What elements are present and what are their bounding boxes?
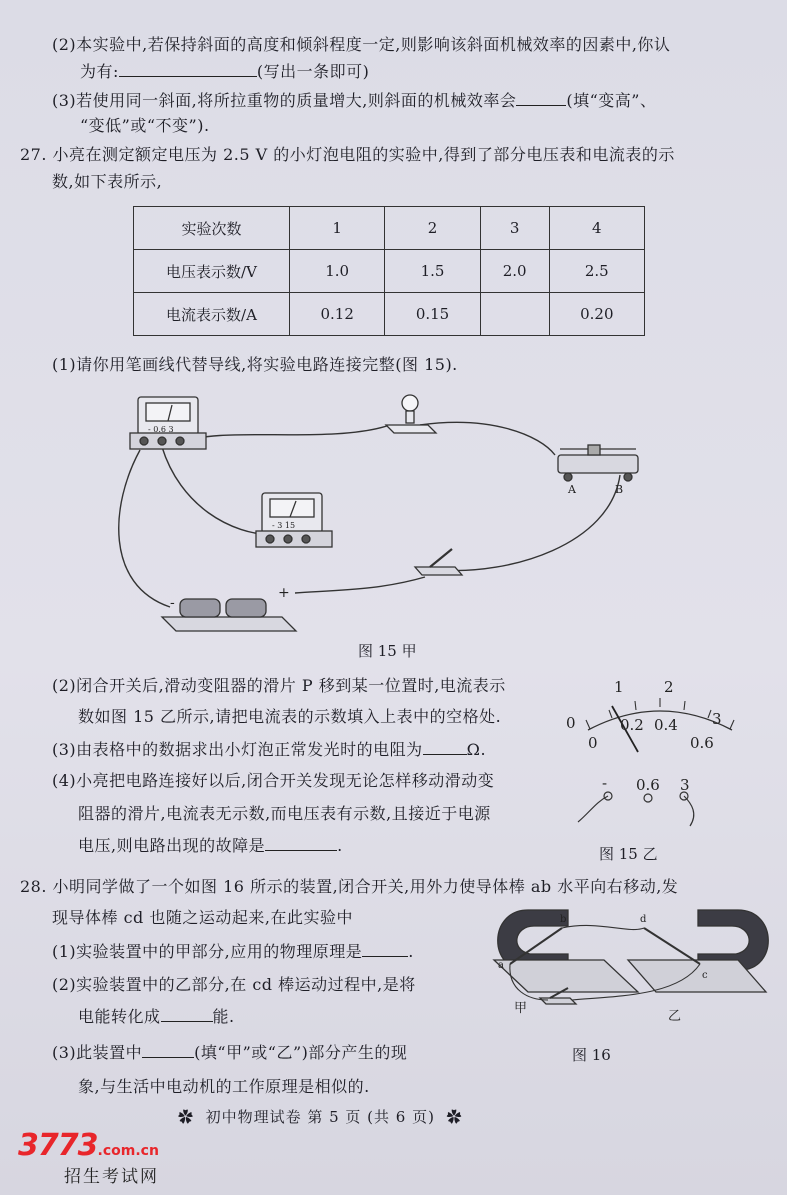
- dial-top-0: 0: [566, 714, 576, 732]
- table-cell: 电压表示数/V: [134, 250, 290, 293]
- q26-part3-line1: [52, 91, 656, 111]
- q26-part3-suffix: (填“变高”、: [566, 91, 657, 110]
- table-row: [134, 250, 645, 293]
- circuit-figure: [110, 385, 670, 645]
- wire: [162, 447, 275, 535]
- q28-part3-line1: [52, 1043, 407, 1063]
- q27-stem-line1: 27. 小亮在测定额定电压为 2.5 V 的小灯泡电阻的实验中,得到了部分电压表和电流表的示: [20, 145, 675, 164]
- q26-part2-suffix: (写出一条即可): [256, 62, 370, 81]
- site-logo: [18, 1128, 159, 1187]
- answer-blank[interactable]: [142, 1043, 194, 1058]
- flower-icon: ✿: [178, 1108, 195, 1126]
- table-row: [134, 293, 645, 336]
- table-row: [134, 207, 645, 250]
- answer-blank[interactable]: [119, 62, 257, 77]
- dial-bottom-1: 0.2: [620, 716, 644, 734]
- blank-cell[interactable]: [480, 293, 549, 336]
- fig16-right-label: 乙: [668, 1009, 682, 1024]
- fig16-left-label: 甲: [514, 1001, 528, 1016]
- switch-icon: [415, 549, 462, 575]
- q27-part3: [52, 740, 486, 760]
- answer-blank[interactable]: [362, 942, 408, 957]
- q27-part3-prefix: (3)由表格中的数据求出小灯泡正常发光时的电阻为: [52, 740, 423, 759]
- rod-label-c: c: [702, 970, 708, 981]
- battery-minus-label: -: [170, 595, 175, 611]
- generator-motor-figure: [488, 900, 778, 1030]
- q26-part2-line1: (2)本实验中,若保持斜面的高度和倾斜程度一定,则影响该斜面机械效率的因素中,你认: [52, 35, 671, 54]
- q26-part3-line2: “变低”或“不变”).: [80, 116, 210, 135]
- data-table: [133, 206, 645, 336]
- wire: [180, 425, 390, 443]
- table-cell: 实验次数: [134, 207, 290, 250]
- q28-part3-line2: 象,与生活中电动机的工作原理是相似的.: [78, 1077, 370, 1096]
- q27-part4-line3: [78, 836, 343, 856]
- dial-bottom-2: 0.4: [654, 716, 678, 734]
- table-cell: 0.15: [385, 293, 480, 336]
- table-cell: 1.5: [385, 250, 480, 293]
- dial-terminal-3: 3: [680, 776, 690, 794]
- q27-part4-prefix: 电压,则电路出现的故障是: [78, 836, 266, 855]
- q27-part2-line2: 数如图 15 乙所示,请把电流表的示数填入上表中的空格处.: [78, 707, 502, 726]
- dial-terminal-minus: -: [602, 774, 608, 792]
- q28-stem-line2: 现导体棒 cd 也随之运动起来,在此实验中: [52, 908, 353, 927]
- logo-subtitle: 招生考试网: [64, 1167, 159, 1187]
- q28-part1-prefix: (1)实验装置中的甲部分,应用的物理原理是: [52, 942, 363, 961]
- ammeter-device: [130, 397, 206, 449]
- answer-blank[interactable]: [161, 1007, 213, 1022]
- q28-stem-line1: 28. 小明同学做了一个如图 16 所示的装置,闭合开关,用外力使导体棒 ab 水平向右移动,发: [20, 877, 679, 896]
- table-cell: 1.0: [290, 250, 385, 293]
- dial-top-2: 2: [664, 678, 674, 696]
- page-footer: [178, 1106, 463, 1127]
- q28-part2-line2: [78, 1007, 235, 1027]
- voltmeter-device: [256, 493, 332, 547]
- wire: [420, 422, 555, 455]
- q27-stem-line2: 数,如下表所示,: [52, 172, 163, 191]
- rod-label-b: b: [560, 914, 567, 925]
- q27-part1: (1)请你用笔画线代替导线,将实验电路连接完整(图 15).: [52, 355, 458, 374]
- voltmeter-terminal-labels: - 3 15: [272, 521, 296, 530]
- dial-terminal-06: 0.6: [636, 776, 660, 794]
- table-cell: 2: [385, 207, 480, 250]
- q26-part2-line2: [80, 62, 369, 82]
- q28-part2-suffix: 能.: [212, 1007, 235, 1026]
- table-cell: 4: [549, 207, 644, 250]
- q27-part4-suffix: .: [337, 836, 343, 855]
- answer-blank[interactable]: [423, 740, 467, 755]
- q26-part2-prefix: 为有:: [80, 62, 119, 81]
- flower-icon: ✿: [446, 1108, 463, 1126]
- q28-part1-suffix: .: [408, 942, 414, 961]
- footer-text: 初中物理试卷 第 5 页 (共 6 页): [205, 1108, 435, 1126]
- wire: [119, 450, 170, 607]
- q28-part3-prefix: (3)此装置中: [52, 1043, 143, 1062]
- rheostat-device: [558, 445, 638, 481]
- wire: [440, 475, 620, 571]
- answer-blank[interactable]: [516, 91, 566, 106]
- q28-part2-line1: (2)实验装置中的乙部分,在 cd 棒运动过程中,是将: [52, 975, 416, 994]
- logo-number: 3773: [18, 1128, 98, 1163]
- table-cell: 1: [290, 207, 385, 250]
- q28-part3-suffix: (填“甲”或“乙”)部分产生的现: [194, 1043, 408, 1062]
- battery-icon: [162, 599, 296, 631]
- q27-part3-suffix: Ω.: [466, 740, 487, 759]
- q27-part4-line1: (4)小亮把电路连接好以后,闭合开关发现无论怎样移动滑动变: [52, 771, 495, 790]
- table-cell: 2.5: [549, 250, 644, 293]
- wire: [295, 577, 425, 593]
- ammeter-terminal-labels: - 0.6 3: [148, 425, 174, 434]
- q26-part3-prefix: (3)若使用同一斜面,将所拉重物的质量增大,则斜面的机械效率会: [52, 91, 517, 110]
- dial-bottom-3: 0.6: [690, 734, 714, 752]
- table-cell: 0.12: [290, 293, 385, 336]
- table-cell: 电流表示数/A: [134, 293, 290, 336]
- bulb-icon: [386, 395, 436, 433]
- table-cell: 2.0: [480, 250, 549, 293]
- rheostat-label-b: B: [615, 483, 624, 496]
- fig15b-caption: 图 15 乙: [599, 845, 658, 863]
- q27-part2-line1: (2)闭合开关后,滑动变阻器的滑片 P 移到某一位置时,电流表示: [52, 676, 506, 695]
- table-cell: 3: [480, 207, 549, 250]
- q28-part2-prefix: 电能转化成: [78, 1007, 161, 1026]
- q28-part1: [52, 942, 414, 962]
- answer-blank[interactable]: [265, 836, 337, 851]
- dial-bottom-0: 0: [588, 734, 598, 752]
- rod-label-d: d: [640, 914, 647, 925]
- table-cell: 0.20: [549, 293, 644, 336]
- q27-part4-line2: 阻器的滑片,电流表无示数,而电压表有示数,且接近于电源: [78, 804, 491, 823]
- logo-domain: .com.cn: [97, 1143, 159, 1159]
- fig15a-caption: 图 15 甲: [358, 642, 417, 660]
- rod-label-a: a: [498, 960, 504, 971]
- battery-plus-label: +: [278, 585, 290, 601]
- fig16-caption: 图 16: [572, 1046, 611, 1064]
- ammeter-dial-figure: [560, 672, 760, 842]
- dial-top-3: 3: [712, 710, 722, 728]
- rheostat-label-a: A: [568, 483, 576, 496]
- dial-top-1: 1: [614, 678, 624, 696]
